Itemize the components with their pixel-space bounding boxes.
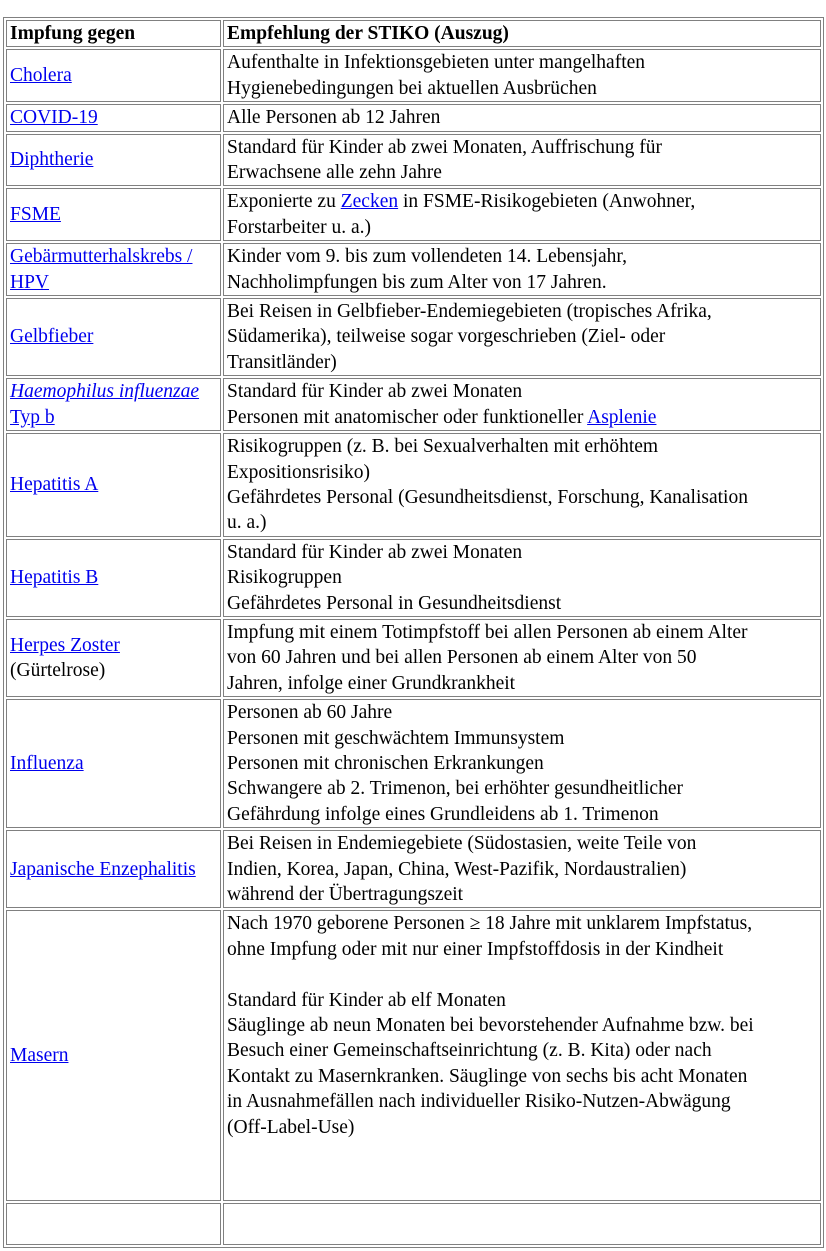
text-line: Personen ab 60 Jahre bbox=[227, 702, 393, 724]
gelbfieber-link[interactable]: Gelbfieber bbox=[10, 326, 94, 348]
text-line: (Off-Label-Use) bbox=[227, 1116, 355, 1138]
paragraph-gap bbox=[227, 962, 817, 987]
text-line: Personen mit geschwächtem Immunsystem bbox=[227, 727, 565, 749]
herpes-zoster-link[interactable]: Herpes Zoster bbox=[10, 634, 120, 656]
text-line: Forstarbeiter u. a.) bbox=[227, 216, 372, 238]
text-line: Expositionsrisiko) bbox=[227, 461, 371, 483]
vaccine-subtitle: (Gürtelrose) bbox=[10, 660, 106, 682]
link-line: HPV bbox=[10, 271, 50, 293]
table-row bbox=[6, 49, 821, 102]
vaccine-cell bbox=[6, 298, 221, 376]
text-segment: in FSME-Risikogebieten (Anwohner, bbox=[398, 191, 696, 213]
table-row bbox=[6, 699, 821, 828]
recommendation-cell bbox=[223, 243, 821, 296]
vaccine-cell bbox=[6, 1203, 221, 1245]
japanische-enzephalitis-link[interactable]: Japanische Enzephalitis bbox=[10, 858, 196, 880]
text-line: Säuglinge ab neun Monaten bei bevorstehender Aufnahme bzw. bei bbox=[227, 1015, 754, 1037]
text-line: in Ausnahmefällen nach individueller Risiko-Nutzen-Abwägung bbox=[227, 1091, 731, 1113]
text-line: Risikogruppen (z. B. bei Sexualverhalten mit erhöhtem bbox=[227, 436, 659, 458]
link-line: Gebärmutterhalskrebs / bbox=[10, 246, 193, 268]
text-line: Aufenthalte in Infektionsgebieten unter mangelhaften bbox=[227, 52, 646, 74]
table-row-cut-off bbox=[6, 1203, 821, 1245]
text-line: von 60 Jahren und bei allen Personen ab einem Alter von 50 bbox=[227, 647, 697, 669]
recommendation-cell bbox=[223, 539, 821, 617]
asplenie-link[interactable]: Asplenie bbox=[587, 406, 657, 428]
table-row bbox=[6, 910, 821, 1201]
vaccine-cell bbox=[6, 243, 221, 296]
table-row bbox=[6, 830, 821, 908]
vaccine-cell bbox=[6, 539, 221, 617]
cholera-link[interactable]: Cholera bbox=[10, 65, 72, 87]
vaccine-cell bbox=[6, 134, 221, 187]
text-line: Standard für Kinder ab elf Monaten bbox=[227, 989, 506, 1011]
hepatitis-a-link[interactable]: Hepatitis A bbox=[10, 474, 99, 496]
text-line: Standard für Kinder ab zwei Monaten bbox=[227, 381, 523, 403]
header-vaccine: Impfung gegen bbox=[6, 20, 221, 47]
text-line: Standard für Kinder ab zwei Monaten, Auffrischung für bbox=[227, 136, 663, 158]
diphtherie-link[interactable]: Diphtherie bbox=[10, 149, 94, 171]
recommendation-cell bbox=[223, 1203, 821, 1245]
vaccination-table bbox=[3, 17, 824, 1248]
recommendation-cell bbox=[223, 699, 821, 828]
recommendation-cell bbox=[223, 433, 821, 537]
text-line bbox=[227, 189, 817, 214]
table-row bbox=[6, 378, 821, 431]
recommendation-cell bbox=[223, 378, 821, 431]
table-row bbox=[6, 104, 821, 131]
text-line: Erwachsene alle zehn Jahre bbox=[227, 162, 442, 184]
table-row bbox=[6, 243, 821, 296]
vaccine-cell bbox=[6, 830, 221, 908]
recommendation-cell bbox=[223, 134, 821, 187]
vaccine-cell bbox=[6, 188, 221, 241]
hpv-link[interactable] bbox=[10, 244, 217, 295]
recommendation-cell bbox=[223, 49, 821, 102]
text-line: Standard für Kinder ab zwei Monaten bbox=[227, 541, 523, 563]
vaccine-cell bbox=[6, 910, 221, 1201]
table-row bbox=[6, 298, 821, 376]
haemophilus-link[interactable] bbox=[10, 379, 217, 430]
text-line: Gefährdetes Personal (Gesundheitsdienst, Forschung, Kanalisation bbox=[227, 486, 748, 508]
text-line: Gefährdetes Personal in Gesundheitsdienst bbox=[227, 592, 562, 614]
recommendation-cell bbox=[223, 830, 821, 908]
link-line: Typ b bbox=[10, 406, 55, 428]
zecken-link[interactable]: Zecken bbox=[340, 191, 399, 213]
text-line: Bei Reisen in Endemiegebiete (Südostasien, weite Teile von bbox=[227, 833, 697, 855]
vaccine-cell bbox=[6, 104, 221, 131]
table-row bbox=[6, 619, 821, 697]
text-line: u. a.) bbox=[227, 512, 267, 534]
text-segment: Personen mit anatomischer oder funktioneller bbox=[227, 406, 588, 428]
fsme-link[interactable]: FSME bbox=[10, 204, 61, 226]
text-line: Nach 1970 geborene Personen ≥ 18 Jahre mit unklarem Impfstatus, bbox=[227, 913, 753, 935]
vaccine-cell bbox=[6, 619, 221, 697]
text-segment: Exponierte zu bbox=[227, 191, 341, 213]
recommendation-cell bbox=[223, 104, 821, 131]
text-line: Nachholimpfungen bis zum Alter von 17 Jahren. bbox=[227, 271, 607, 293]
header-recommendation: Empfehlung der STIKO (Auszug) bbox=[223, 20, 821, 47]
text-line: Südamerika), teilweise sogar vorgeschrieben (Ziel- oder bbox=[227, 326, 666, 348]
recommendation-cell bbox=[223, 619, 821, 697]
vaccine-cell bbox=[6, 378, 221, 431]
vaccine-cell bbox=[6, 433, 221, 537]
text-line: ohne Impfung oder mit nur einer Impfstoffdosis in der Kindheit bbox=[227, 938, 724, 960]
table-row bbox=[6, 539, 821, 617]
table-row bbox=[6, 188, 821, 241]
text-line: Impfung mit einem Totimpfstoff bei allen Personen ab einem Alter bbox=[227, 621, 748, 643]
table-row bbox=[6, 433, 821, 537]
table-header-row bbox=[6, 20, 821, 47]
text-line: Gefährdung infolge eines Grundleidens ab 1. Trimenon bbox=[227, 803, 659, 825]
text-line: Alle Personen ab 12 Jahren bbox=[227, 107, 441, 129]
text-line: Kinder vom 9. bis zum vollendeten 14. Lebensjahr, bbox=[227, 246, 627, 268]
table-row bbox=[6, 134, 821, 187]
vaccine-cell bbox=[6, 49, 221, 102]
text-line: Hygienebedingungen bei aktuellen Ausbrüchen bbox=[227, 77, 597, 99]
text-line: Jahren, infolge einer Grundkrankheit bbox=[227, 672, 516, 694]
recommendation-cell bbox=[223, 188, 821, 241]
recommendation-cell bbox=[223, 910, 821, 1201]
covid-19-link[interactable]: COVID-19 bbox=[10, 107, 98, 129]
text-line: Schwangere ab 2. Trimenon, bei erhöhter gesundheitlicher bbox=[227, 778, 683, 800]
masern-link[interactable]: Masern bbox=[10, 1045, 69, 1067]
text-line: Indien, Korea, Japan, China, West-Pazifik, Nordaustralien) bbox=[227, 858, 687, 880]
text-line: Risikogruppen bbox=[227, 567, 342, 589]
text-line: Bei Reisen in Gelbfieber-Endemiegebieten (tropisches Afrika, bbox=[227, 301, 712, 323]
text-line: Transitländer) bbox=[227, 351, 337, 373]
link-line: Haemophilus influenzae bbox=[10, 381, 200, 403]
text-line: Personen mit chronischen Erkrankungen bbox=[227, 752, 544, 774]
vaccine-cell bbox=[6, 699, 221, 828]
text-line: während der Übertragungszeit bbox=[227, 884, 464, 905]
text-line bbox=[227, 405, 817, 430]
text-line: Besuch einer Gemeinschaftseinrichtung (z. B. Kita) oder nach bbox=[227, 1040, 712, 1062]
hepatitis-b-link[interactable]: Hepatitis B bbox=[10, 567, 99, 589]
text-line: Kontakt zu Masernkranken. Säuglinge von sechs bis acht Monaten bbox=[227, 1065, 748, 1087]
recommendation-cell bbox=[223, 298, 821, 376]
influenza-link[interactable]: Influenza bbox=[10, 752, 84, 774]
